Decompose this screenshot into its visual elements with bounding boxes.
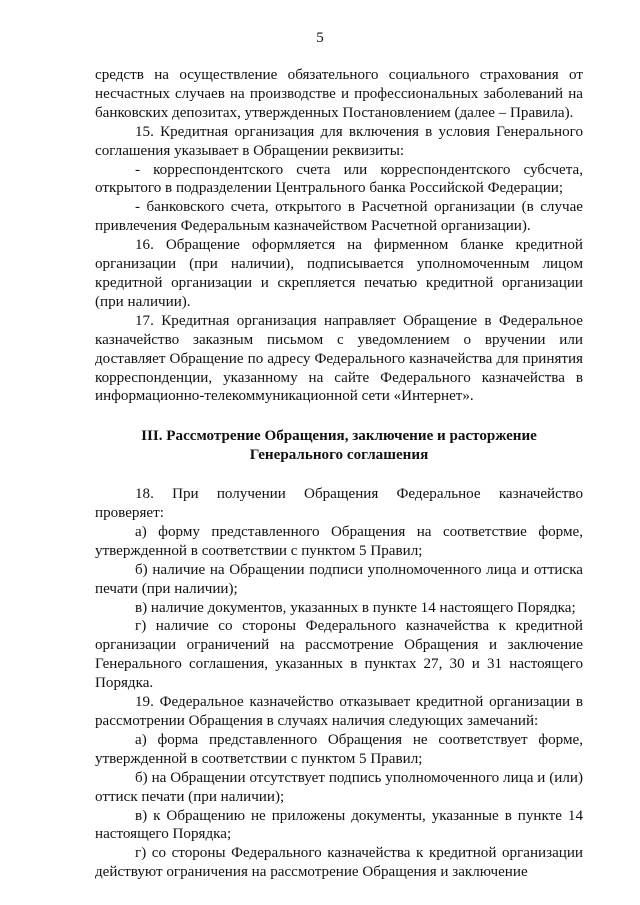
paragraph: а) форма представленного Обращения не соответствует форме, утвержденной в соответствии с пунктом 5 Правил; — [95, 731, 583, 767]
section-heading-line-2: Генерального соглашения — [249, 447, 429, 464]
paragraph: 16. Обращение оформляется на фирменном бланке кредитной организации (при наличии), подписывается уполномоченным лицом кредитной организации и скрепляется печатью кредитной организации (при наличии). — [95, 237, 583, 310]
paragraph: 19. Федеральное казначейство отказывает кредитной организации в рассмотрении Обращения в случаях наличия следующих замечаний: — [95, 694, 583, 729]
paragraph: б) наличие на Обращении подписи уполномоченного лица и оттиска печати (при наличии); — [95, 561, 583, 597]
section-heading — [95, 427, 583, 465]
paragraph: а) форму представленного Обращения на соответствие форме, утвержденной в соответствии с пунктом 5 Правил; — [95, 523, 583, 559]
paragraphs-before-heading — [95, 66, 583, 406]
paragraph: г) наличие со стороны Федерального казначейства к кредитной организации ограничений на рассмотрение Обращения и заключение Генерального соглашения, указанных в пунктах 27, 30 и 31 настоящего Порядка. — [95, 618, 583, 692]
paragraph: 17. Кредитная организация направляет Обращение в Федеральное казначейство заказным письмом с уведомлением о вручении или доставляет Обращение по адресу Федерального казначейства для принятия корреспонденции, указанному на сайте Федерального казначейства в информационно-телекоммуникационной сети «Интернет». — [95, 312, 583, 405]
paragraph: 18. При получении Обращения Федеральное казначейство проверяет: — [95, 486, 583, 522]
paragraph: - корреспондентского счета или корреспондентского субсчета, открытого в подразделении Центрального банка Российской Федерации; — [95, 161, 583, 197]
paragraphs-after-heading — [95, 485, 583, 882]
paragraph: - банковского счета, открытого в Расчетной организации (в случае привлечения Федеральным казначейством Расчетной организации). — [95, 199, 583, 235]
paragraph: г) со стороны Федерального казначейства к кредитной организации действуют ограничения на рассмотрение Обращения и заключение — [95, 845, 583, 881]
paragraph: в) к Обращению не приложены документы, указанные в пункте 14 настоящего Порядка; — [95, 807, 583, 843]
paragraph: в) наличие документов, указанных в пункте 14 настоящего Порядка; — [135, 599, 576, 616]
paragraph: средств на осуществление обязательного социального страхования от несчастных случаев на производстве и профессиональных заболеваний на банковских депозитах, утвержденных Постановлением (далее – Правила). — [95, 67, 583, 121]
document-body — [95, 66, 583, 882]
page-number: 5 — [316, 30, 324, 46]
paragraph: б) на Обращении отсутствует подпись уполномоченного лица и (или) оттиск печати (при наличии); — [95, 769, 583, 805]
paragraph: 15. Кредитная организация для включения в условия Генерального соглашения указывает в Обращении реквизиты: — [95, 123, 583, 159]
section-heading-line-1: III. Рассмотрение Обращения, заключение и расторжение — [141, 428, 537, 445]
